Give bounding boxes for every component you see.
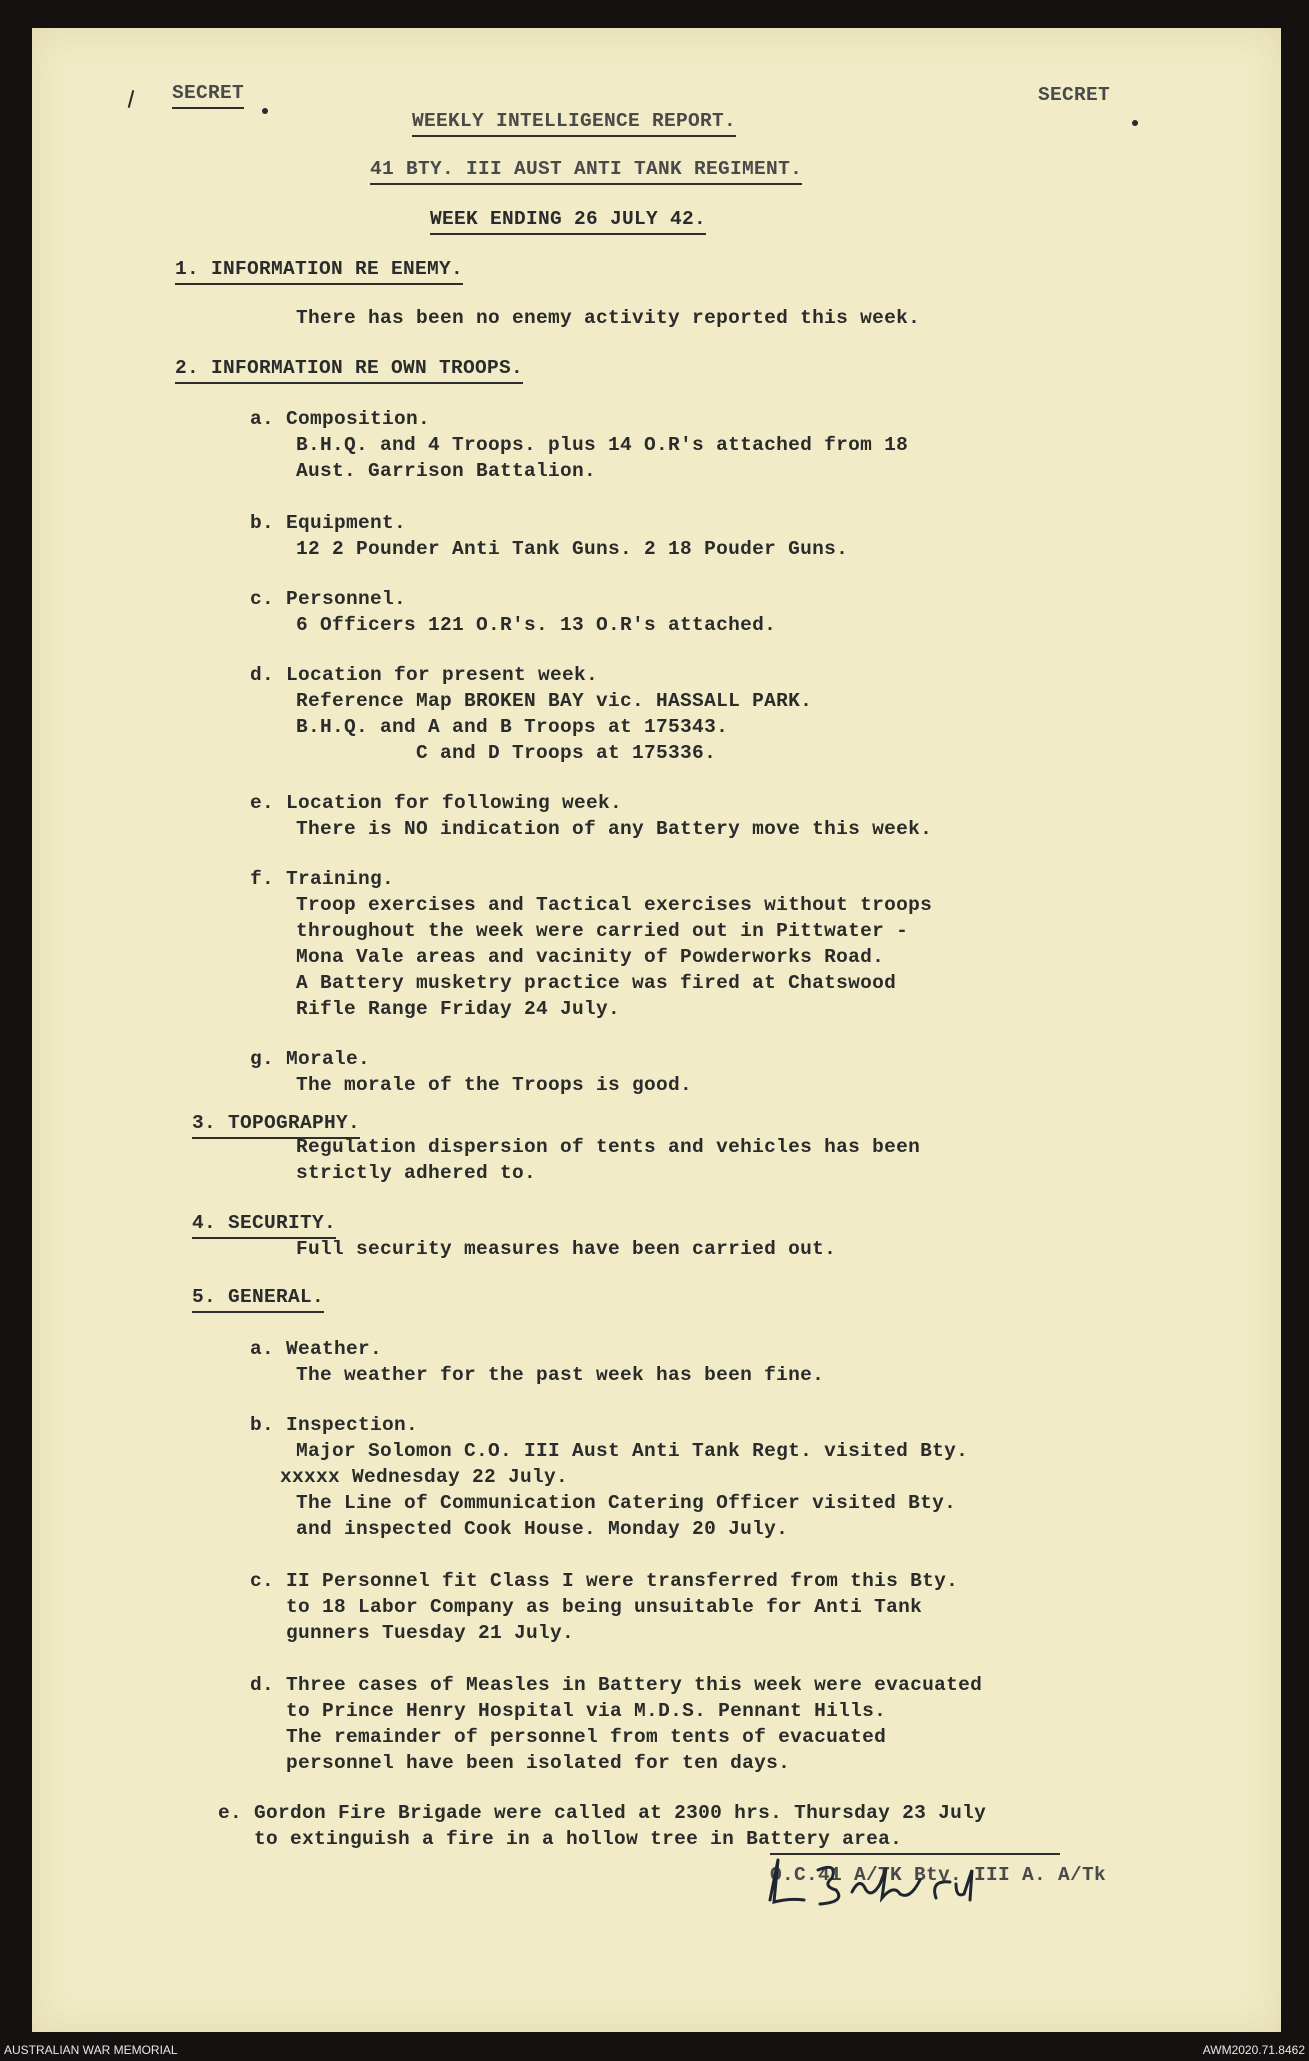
item-line: e. Gordon Fire Brigade were called at 2300 hrs. Thursday 23 July bbox=[218, 1802, 987, 1824]
item-line: A Battery musketry practice was fired at Chatswood bbox=[296, 972, 897, 994]
item-line: Troop exercises and Tactical exercises without troops bbox=[296, 894, 933, 916]
handwritten-signature bbox=[760, 1840, 1020, 1925]
item-line: personnel have been isolated for ten days. bbox=[250, 1752, 791, 1774]
footer-accession: AWM2020.71.8462 bbox=[1202, 2043, 1305, 2057]
unit-title: 41 BTY. III AUST ANTI TANK REGIMENT. bbox=[370, 156, 802, 185]
ink-dot bbox=[262, 108, 268, 114]
section-heading-enemy: 1. INFORMATION RE ENEMY. bbox=[175, 256, 463, 285]
item-line: throughout the week were carried out in Pittwater - bbox=[296, 920, 909, 942]
item-line: The weather for the past week has been fine. bbox=[296, 1364, 825, 1386]
section-heading-own-troops: 2. INFORMATION RE OWN TROOPS. bbox=[175, 355, 523, 384]
archive-footer bbox=[0, 2032, 1309, 2061]
item-line: Major Solomon C.O. III Aust Anti Tank Regt. visited Bty. bbox=[296, 1440, 969, 1462]
item-line: B.H.Q. and 4 Troops. plus 14 O.R's attached from 18 bbox=[296, 434, 909, 456]
item-line: to 18 Labor Company as being unsuitable for Anti Tank bbox=[250, 1596, 923, 1618]
item-line: gunners Tuesday 21 July. bbox=[250, 1622, 575, 1644]
item-line: 12 2 Pounder Anti Tank Guns. 2 18 Pouder Guns. bbox=[296, 538, 849, 560]
item-line: The morale of the Troops is good. bbox=[296, 1074, 693, 1096]
item-title-personnel: c. Personnel. bbox=[250, 588, 407, 610]
item-line: to extinguish a fire in a hollow tree in Battery area. bbox=[218, 1828, 903, 1850]
item-line: to Prince Henry Hospital via M.D.S. Pennant Hills. bbox=[250, 1700, 887, 1722]
item-line: Aust. Garrison Battalion. bbox=[296, 460, 597, 482]
section-line: Regulation dispersion of tents and vehicles has been bbox=[296, 1136, 921, 1158]
item-line: B.H.Q. and A and B Troops at 175343. bbox=[296, 716, 729, 738]
item-line: d. Three cases of Measles in Battery this week were evacuated bbox=[250, 1674, 983, 1696]
item-title-location-following: e. Location for following week. bbox=[250, 792, 623, 814]
section-line: Full security measures have been carried out. bbox=[296, 1238, 837, 1260]
secret-marking-left: SECRET bbox=[172, 80, 244, 109]
section-line: strictly adhered to. bbox=[296, 1162, 537, 1184]
item-line: C and D Troops at 175336. bbox=[296, 742, 717, 764]
signature-title: O.C.41 A/TK Bty. III A. A/Tk bbox=[770, 1864, 1107, 1886]
item-line: Mona Vale areas and vacinity of Powderworks Road. bbox=[296, 946, 885, 968]
item-line: 6 Officers 121 O.R's. 13 O.R's attached. bbox=[296, 614, 777, 636]
section-body-enemy: There has been no enemy activity reported this week. bbox=[296, 307, 921, 329]
report-title: WEEKLY INTELLIGENCE REPORT. bbox=[412, 108, 736, 137]
item-title-inspection: b. Inspection. bbox=[250, 1414, 419, 1436]
item-title-training: f. Training. bbox=[250, 868, 395, 890]
secret-marking-right: SECRET bbox=[1038, 84, 1111, 106]
week-ending: WEEK ENDING 26 JULY 42. bbox=[430, 206, 706, 235]
item-line: Rifle Range Friday 24 July. bbox=[296, 998, 621, 1020]
footer-source: AUSTRALIAN WAR MEMORIAL bbox=[4, 2043, 178, 2057]
item-line: and inspected Cook House. Monday 20 July. bbox=[296, 1518, 789, 1540]
item-title-weather: a. Weather. bbox=[250, 1338, 383, 1360]
item-title-location-present: d. Location for present week. bbox=[250, 664, 599, 686]
ink-dot bbox=[1132, 120, 1138, 126]
item-line: The Line of Communication Catering Officer visited Bty. bbox=[296, 1492, 957, 1514]
section-heading-general: 5. GENERAL. bbox=[192, 1284, 324, 1313]
item-line: The remainder of personnel from tents of evacuated bbox=[250, 1726, 887, 1748]
item-line: c. II Personnel fit Class I were transferred from this Bty. bbox=[250, 1570, 959, 1592]
item-title-composition: a. Composition. bbox=[250, 408, 431, 430]
item-title-morale: g. Morale. bbox=[250, 1048, 371, 1070]
item-line: xxxxx Wednesday 22 July. bbox=[280, 1466, 569, 1488]
item-line: There is NO indication of any Battery move this week. bbox=[296, 818, 933, 840]
item-line: Reference Map BROKEN BAY vic. HASSALL PARK. bbox=[296, 690, 813, 712]
section-heading-topography: 3. TOPOGRAPHY. bbox=[192, 1110, 360, 1139]
section-heading-security: 4. SECURITY. bbox=[192, 1210, 336, 1239]
item-title-equipment: b. Equipment. bbox=[250, 512, 407, 534]
